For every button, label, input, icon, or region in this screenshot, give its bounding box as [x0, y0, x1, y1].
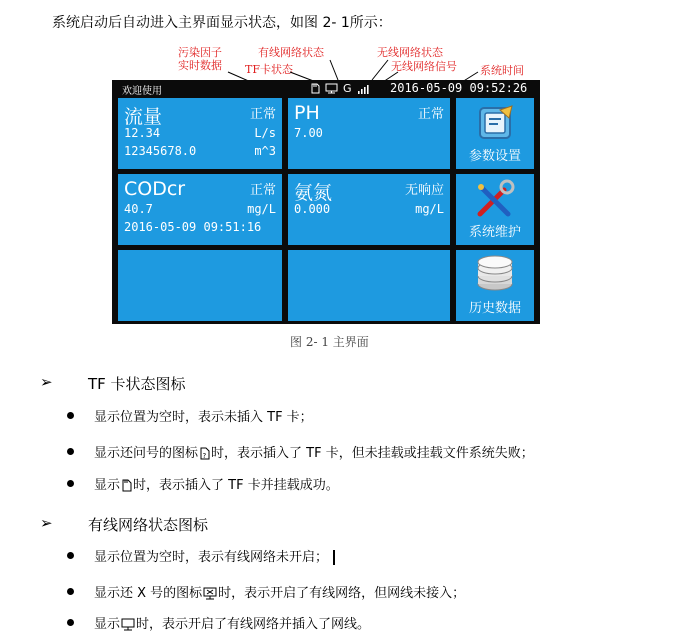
history-data-button[interactable]	[456, 250, 534, 321]
tile-value: 0.000	[294, 202, 331, 216]
section-title: 有线网络状态图标	[88, 516, 209, 534]
tile-total: 12345678.0	[124, 144, 197, 158]
database-icon	[474, 254, 516, 296]
tf-card-icon	[310, 83, 320, 94]
wireless-state-label: G	[343, 82, 352, 95]
tile-total-unit: m^3	[254, 144, 276, 158]
tile-status: 无响应	[404, 183, 444, 198]
settings-document-icon	[474, 102, 516, 142]
item-text: 显示还问号的图标	[94, 446, 199, 461]
item-text: 显示位置为空时，表示未插入 TF 卡；	[94, 410, 313, 425]
tile-unit: mg/L	[247, 202, 276, 216]
tile-empty-2[interactable]	[288, 250, 450, 321]
tile-value: 40.7	[124, 202, 153, 216]
tile-status: 正常	[417, 107, 444, 122]
section-heading-wired	[40, 514, 340, 534]
tile-flow[interactable]	[118, 98, 282, 169]
status-bar	[112, 80, 540, 97]
bullet-icon	[67, 448, 74, 455]
wired-network-x-icon	[203, 587, 217, 600]
figure-caption: 图 2- 1 主界面	[290, 335, 369, 349]
item-text-tail: 时，表示开启了有线网络，但网线未接入；	[218, 586, 466, 601]
arrow-icon: ➢	[40, 514, 53, 532]
section-title: TF 卡状态图标	[88, 375, 186, 393]
params-settings-label: 参数设置	[468, 149, 521, 164]
annotation-pollutant-line2: 实时数据	[178, 59, 222, 72]
tools-icon	[474, 178, 516, 220]
item-text: 显示位置为空时，表示有线网络未开启；	[94, 550, 329, 565]
system-maintenance-label: 系统维护	[468, 225, 521, 240]
item-text: 显示	[94, 617, 121, 632]
svg-text:?: ?	[202, 452, 207, 460]
tile-value: 12.34	[124, 126, 161, 140]
device-screen	[112, 80, 540, 324]
bullet-icon	[67, 480, 74, 487]
leader-wireless-state	[372, 60, 388, 80]
history-data-label: 历史数据	[468, 301, 521, 316]
tile-ph[interactable]	[288, 98, 450, 169]
tile-status: 正常	[249, 107, 276, 122]
bullet-icon	[67, 552, 74, 559]
item-text: 显示还 X 号的图标	[94, 586, 203, 601]
item-text: 显示	[94, 478, 121, 493]
annotation-wireless-signal: 无线网络信号	[391, 60, 457, 73]
tf-card-mounted-icon	[121, 479, 132, 492]
annotation-system-time: 系统时间	[480, 64, 524, 77]
bullet-icon	[67, 619, 74, 626]
tile-timestamp: 2016-05-09 09:51:16	[124, 220, 262, 234]
item-text-tail: 时，表示插入了 TF 卡并挂载成功。	[133, 478, 339, 493]
wired-network-icon	[325, 83, 338, 94]
tile-unit: mg/L	[415, 202, 444, 216]
tile-codcr[interactable]	[118, 174, 282, 245]
item-text-tail: 时，表示插入了 TF 卡，但未挂载或挂载文件系统失败；	[211, 446, 534, 461]
tile-empty-1[interactable]	[118, 250, 282, 321]
bullet-icon	[67, 588, 74, 595]
welcome-label: 欢迎使用	[122, 86, 162, 97]
annotation-pollutant-line1: 污染因子	[178, 46, 222, 59]
tile-name: PH	[294, 102, 320, 124]
wired-network-connected-icon	[121, 618, 135, 631]
tile-name: 氨氮	[294, 182, 333, 204]
leader-wired	[330, 60, 338, 80]
bullet-icon	[67, 412, 74, 419]
params-settings-button[interactable]	[456, 98, 534, 169]
system-maintenance-button[interactable]	[456, 174, 534, 245]
status-icons	[310, 82, 369, 95]
text-cursor	[333, 550, 335, 565]
annotation-wired-net: 有线网络状态	[258, 46, 324, 59]
intro-text: 系统启动后自动进入主界面显示状态，如图 2- 1所示：	[52, 15, 392, 31]
wireless-signal-icon	[357, 84, 369, 94]
tile-value: 7.00	[294, 126, 323, 140]
tile-unit: L/s	[254, 126, 276, 140]
tile-name: CODcr	[124, 178, 186, 200]
tile-status: 正常	[249, 183, 276, 198]
annotation-wireless-state: 无线网络状态	[377, 46, 443, 59]
section-heading-tf	[40, 373, 340, 393]
system-clock: 2016-05-09 09:52:26	[390, 81, 528, 95]
arrow-icon: ➢	[40, 373, 53, 391]
tile-ammonia[interactable]	[288, 174, 450, 245]
tile-name: 流量	[124, 106, 163, 128]
item-text-tail: 时，表示开启了有线网络并插入了网线。	[136, 617, 371, 632]
annotation-tf-card: TF卡状态	[245, 63, 293, 76]
tf-card-unmounted-icon	[199, 447, 210, 460]
